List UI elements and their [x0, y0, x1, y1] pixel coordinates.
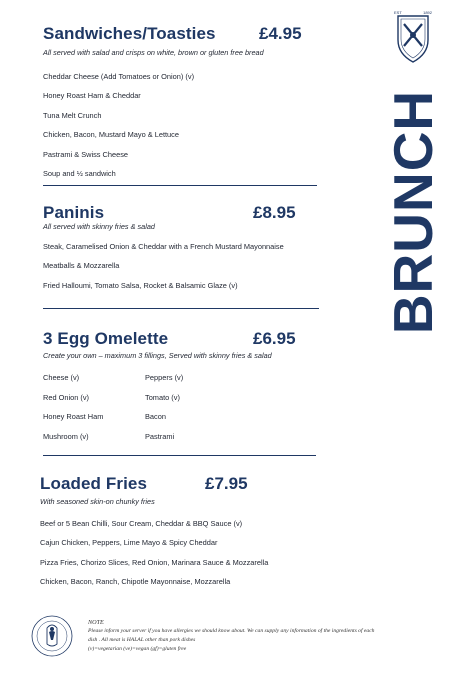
note-heading: NOTE — [88, 619, 104, 626]
section-price: £4.95 — [259, 24, 302, 43]
section-subtitle: All served with skinny fries & salad — [43, 222, 155, 231]
menu-item: Bacon — [145, 412, 166, 421]
menu-item: Meatballs & Mozzarella — [43, 261, 120, 271]
menu-item: Beef or 5 Bean Chilli, Sour Cream, Cheddar & BBQ Sauce (v) — [40, 519, 243, 528]
section-omelette — [43, 329, 323, 441]
menu-item: Cheese (v) — [43, 373, 80, 382]
section-subtitle: With seasoned skin-on chunky fries — [40, 497, 155, 506]
menu-item: Peppers (v) — [145, 373, 184, 382]
menu-item: Red Onion (v) — [43, 392, 90, 402]
fillings-column-1 — [43, 368, 103, 446]
section-header — [40, 474, 320, 498]
crest-year-label: 1892 — [423, 10, 432, 15]
menu-item: Soup and ½ sandwich — [43, 168, 116, 178]
section-title: Sandwiches/Toasties — [43, 24, 216, 43]
section-subtitle: Create your own – maximum 3 fillings, Served with skinny fries & salad — [43, 351, 272, 360]
restaurant-logo-icon — [30, 614, 74, 658]
menu-item: Honey Roast Ham & Cheddar — [43, 91, 141, 101]
section-title: Paninis — [43, 203, 105, 222]
section-divider — [43, 308, 319, 309]
note-legend: (v)=vegetarian (ve)=vegan (gf)=gluten free — [88, 646, 187, 652]
section-title: Loaded Fries — [40, 474, 148, 493]
menu-item: Mushroom (v) — [43, 431, 89, 441]
section-header — [43, 24, 323, 48]
menu-item: Honey Roast Ham — [43, 412, 104, 421]
section-divider — [43, 455, 316, 456]
menu-item: Chicken, Bacon, Ranch, Chipotle Mayonnaise, Mozzarella — [40, 577, 231, 587]
section-price: £8.95 — [253, 203, 296, 222]
menu-item: Fried Halloumi, Tomato Salsa, Rocket & Balsamic Glaze (v) — [43, 280, 238, 290]
section-paninis — [43, 203, 323, 295]
menu-item: Pastrami & Swiss Cheese — [43, 149, 129, 159]
section-divider — [43, 185, 317, 186]
section-loaded-fries — [40, 474, 320, 592]
section-header — [43, 203, 323, 227]
brunch-side-title — [382, 88, 444, 336]
section-title: 3 Egg Omelette — [43, 329, 169, 348]
allergy-note — [88, 618, 378, 654]
section-price: £6.95 — [253, 329, 296, 348]
menu-item: Chicken, Bacon, Mustard Mayo & Lettuce — [43, 130, 179, 140]
brunch-title-text: BRUNCH — [382, 89, 444, 335]
menu-item: Cheddar Cheese (Add Tomatoes or Onion) (v) — [43, 72, 195, 81]
menu-item: Tomato (v) — [145, 392, 180, 402]
club-crest-icon — [392, 10, 434, 66]
fillings-column-2 — [145, 368, 183, 446]
section-subtitle: All served with salad and crisps on white, brown or gluten free bread — [43, 48, 264, 57]
menu-item: Steak, Caramelised Onion & Cheddar with a French Mustard Mayonnaise — [43, 242, 284, 251]
menu-item: Tuna Melt Crunch — [43, 110, 102, 120]
menu-item: Cajun Chicken, Peppers, Lime Mayo & Spicy Cheddar — [40, 538, 218, 548]
section-price: £7.95 — [205, 474, 248, 493]
menu-item: Pizza Fries, Chorizo Slices, Red Onion, Marinara Sauce & Mozzarella — [40, 557, 269, 567]
menu-item: Pastrami — [145, 431, 175, 441]
section-sandwiches — [43, 24, 323, 183]
note-text: Please inform your server if you have allergies we should know about. We can supply any information of the ingredients of each dish . All meat is HALAL other than pork dishes — [88, 628, 375, 643]
section-header — [43, 329, 323, 353]
crest-est-label: EST — [394, 10, 402, 15]
